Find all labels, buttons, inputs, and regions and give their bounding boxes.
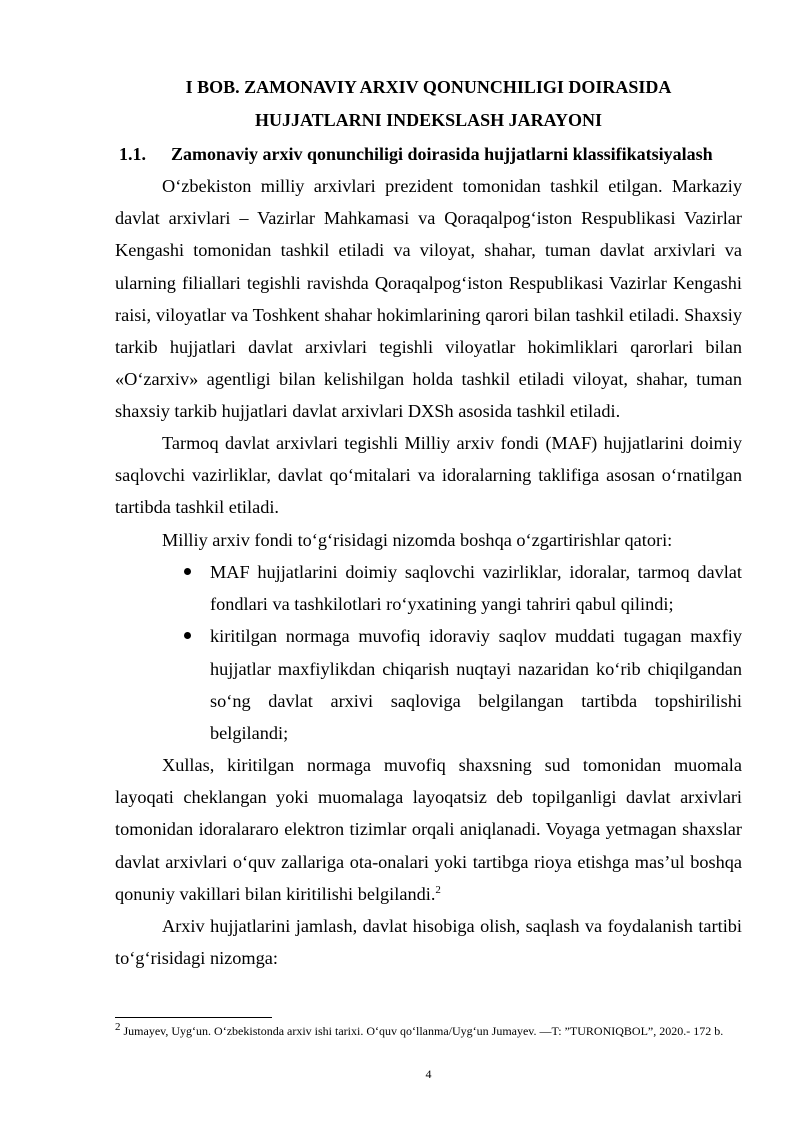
footnote-separator bbox=[115, 1017, 272, 1018]
chapter-title-line-1: I BOB. ZAMONAVIY ARXIV QONUNCHILIGI DOIRASIDA bbox=[185, 77, 672, 97]
paragraph-1: O‘zbekiston milliy arxivlari prezident tomonidan tashkil etilgan. Markaziy davlat arxivlari – Vazirlar Mahkamasi va Qoraqalpog‘iston Respublikasi Vazirlar Kengashi tomonidan tashkil etiladi va viloyat, shahar, tuman davlat arxivlari va ularning filiallari tegishli ravishda Qoraqalpog‘iston Respublikasi Vazirlar Kengashi raisi, viloyatlar va Toshkent shahar hokimlarining qarori bilan tashkil etiladi. Shaxsiy tarkib hujjatlari davlat arxivlari tegishli viloyatlar hokimliklari qarorlari bilan «O‘zarxiv» agentligi bilan kelishilgan holda tashkil etiladi viloyat, shahar, tuman shaxsiy tarkib hujjatlari davlat arxivlari DXSh asosida tashkil etiladi. bbox=[115, 176, 742, 422]
section-title: Zamonaviy arxiv qonunchiligi doirasida hujjatlarni klassifikatsiyalash bbox=[171, 144, 713, 164]
bullet-text-1: MAF hujjatlarini doimiy saqlovchi vazirliklar, idoralar, tarmoq davlat fondlari va tashkilotlari ro‘yxatining yangi tahriri qabul qilindi; bbox=[210, 562, 742, 615]
footnote bbox=[115, 1023, 742, 1040]
paragraph-2: Tarmoq davlat arxivlari tegishli Milliy arxiv fondi (MAF) hujjatlarini doimiy saqlovchi vazirliklar, davlat qo‘mitalari va idoralarning taklifiga asosan o‘rnatilgan tartibda tashkil etiladi. bbox=[115, 433, 742, 518]
paragraph-3: Milliy arxiv fondi to‘g‘risidagi nizomda boshqa o‘zgartirishlar qatori: bbox=[162, 530, 673, 550]
bullet-item-2 bbox=[160, 620, 742, 749]
page-number: 4 bbox=[425, 1067, 432, 1081]
section-number: 1.1. bbox=[119, 144, 146, 164]
section-heading bbox=[119, 141, 744, 167]
bullet-dot-icon bbox=[184, 632, 191, 639]
bullet-item-1 bbox=[160, 556, 742, 620]
bullet-text-2: kiritilgan normaga muvofiq idoraviy saqlov muddati tugagan maxfiy hujjatlar maxfiylikdan chiqarish nuqtayi nazaridan ko‘rib chiqilgandan so‘ng davlat arxivi saqloviga belgilangan tartibda topshirilishi belgilandi; bbox=[210, 626, 742, 744]
paragraph-4-text: Xullas, kiritilgan normaga muvofiq shaxsning sud tomonidan muomala layoqati cheklangan yoki muomalaga layoqatsiz deb topilganligi davlat arxivlari tomonidan idoralararo elektron tizimlar orqali aniqlanadi. Voyaga yetmagan shaxslar davlat arxivlari o‘quv zallariga ota-onalari yoki tartibga rioya etishga mas’ul boshqa qonuniy vakillari bilan kiritilishi belgilandi. bbox=[115, 755, 742, 904]
footnote-reference[interactable]: 2 bbox=[435, 883, 441, 896]
bullet-dot-icon bbox=[184, 568, 191, 575]
footnote-text: Jumayev, Uyg‘un. O‘zbekistonda arxiv ishi tarixi. O‘quv qo‘llanma/Uyg‘un Jumayev. —T: ”TURONIQBOL”, 2020.- 172 b. bbox=[120, 1024, 724, 1038]
bullet-list bbox=[160, 556, 742, 749]
footnote-number: 2 bbox=[115, 1021, 121, 1033]
paragraph-5: Arxiv hujjatlarini jamlash, davlat hisobiga olish, saqlash va foydalanish tartibi to‘g‘risidagi nizomga: bbox=[115, 916, 742, 969]
chapter-title-line-2: HUJJATLARNI INDEKSLASH JARAYONI bbox=[254, 110, 603, 130]
paragraph-4 bbox=[115, 749, 742, 910]
